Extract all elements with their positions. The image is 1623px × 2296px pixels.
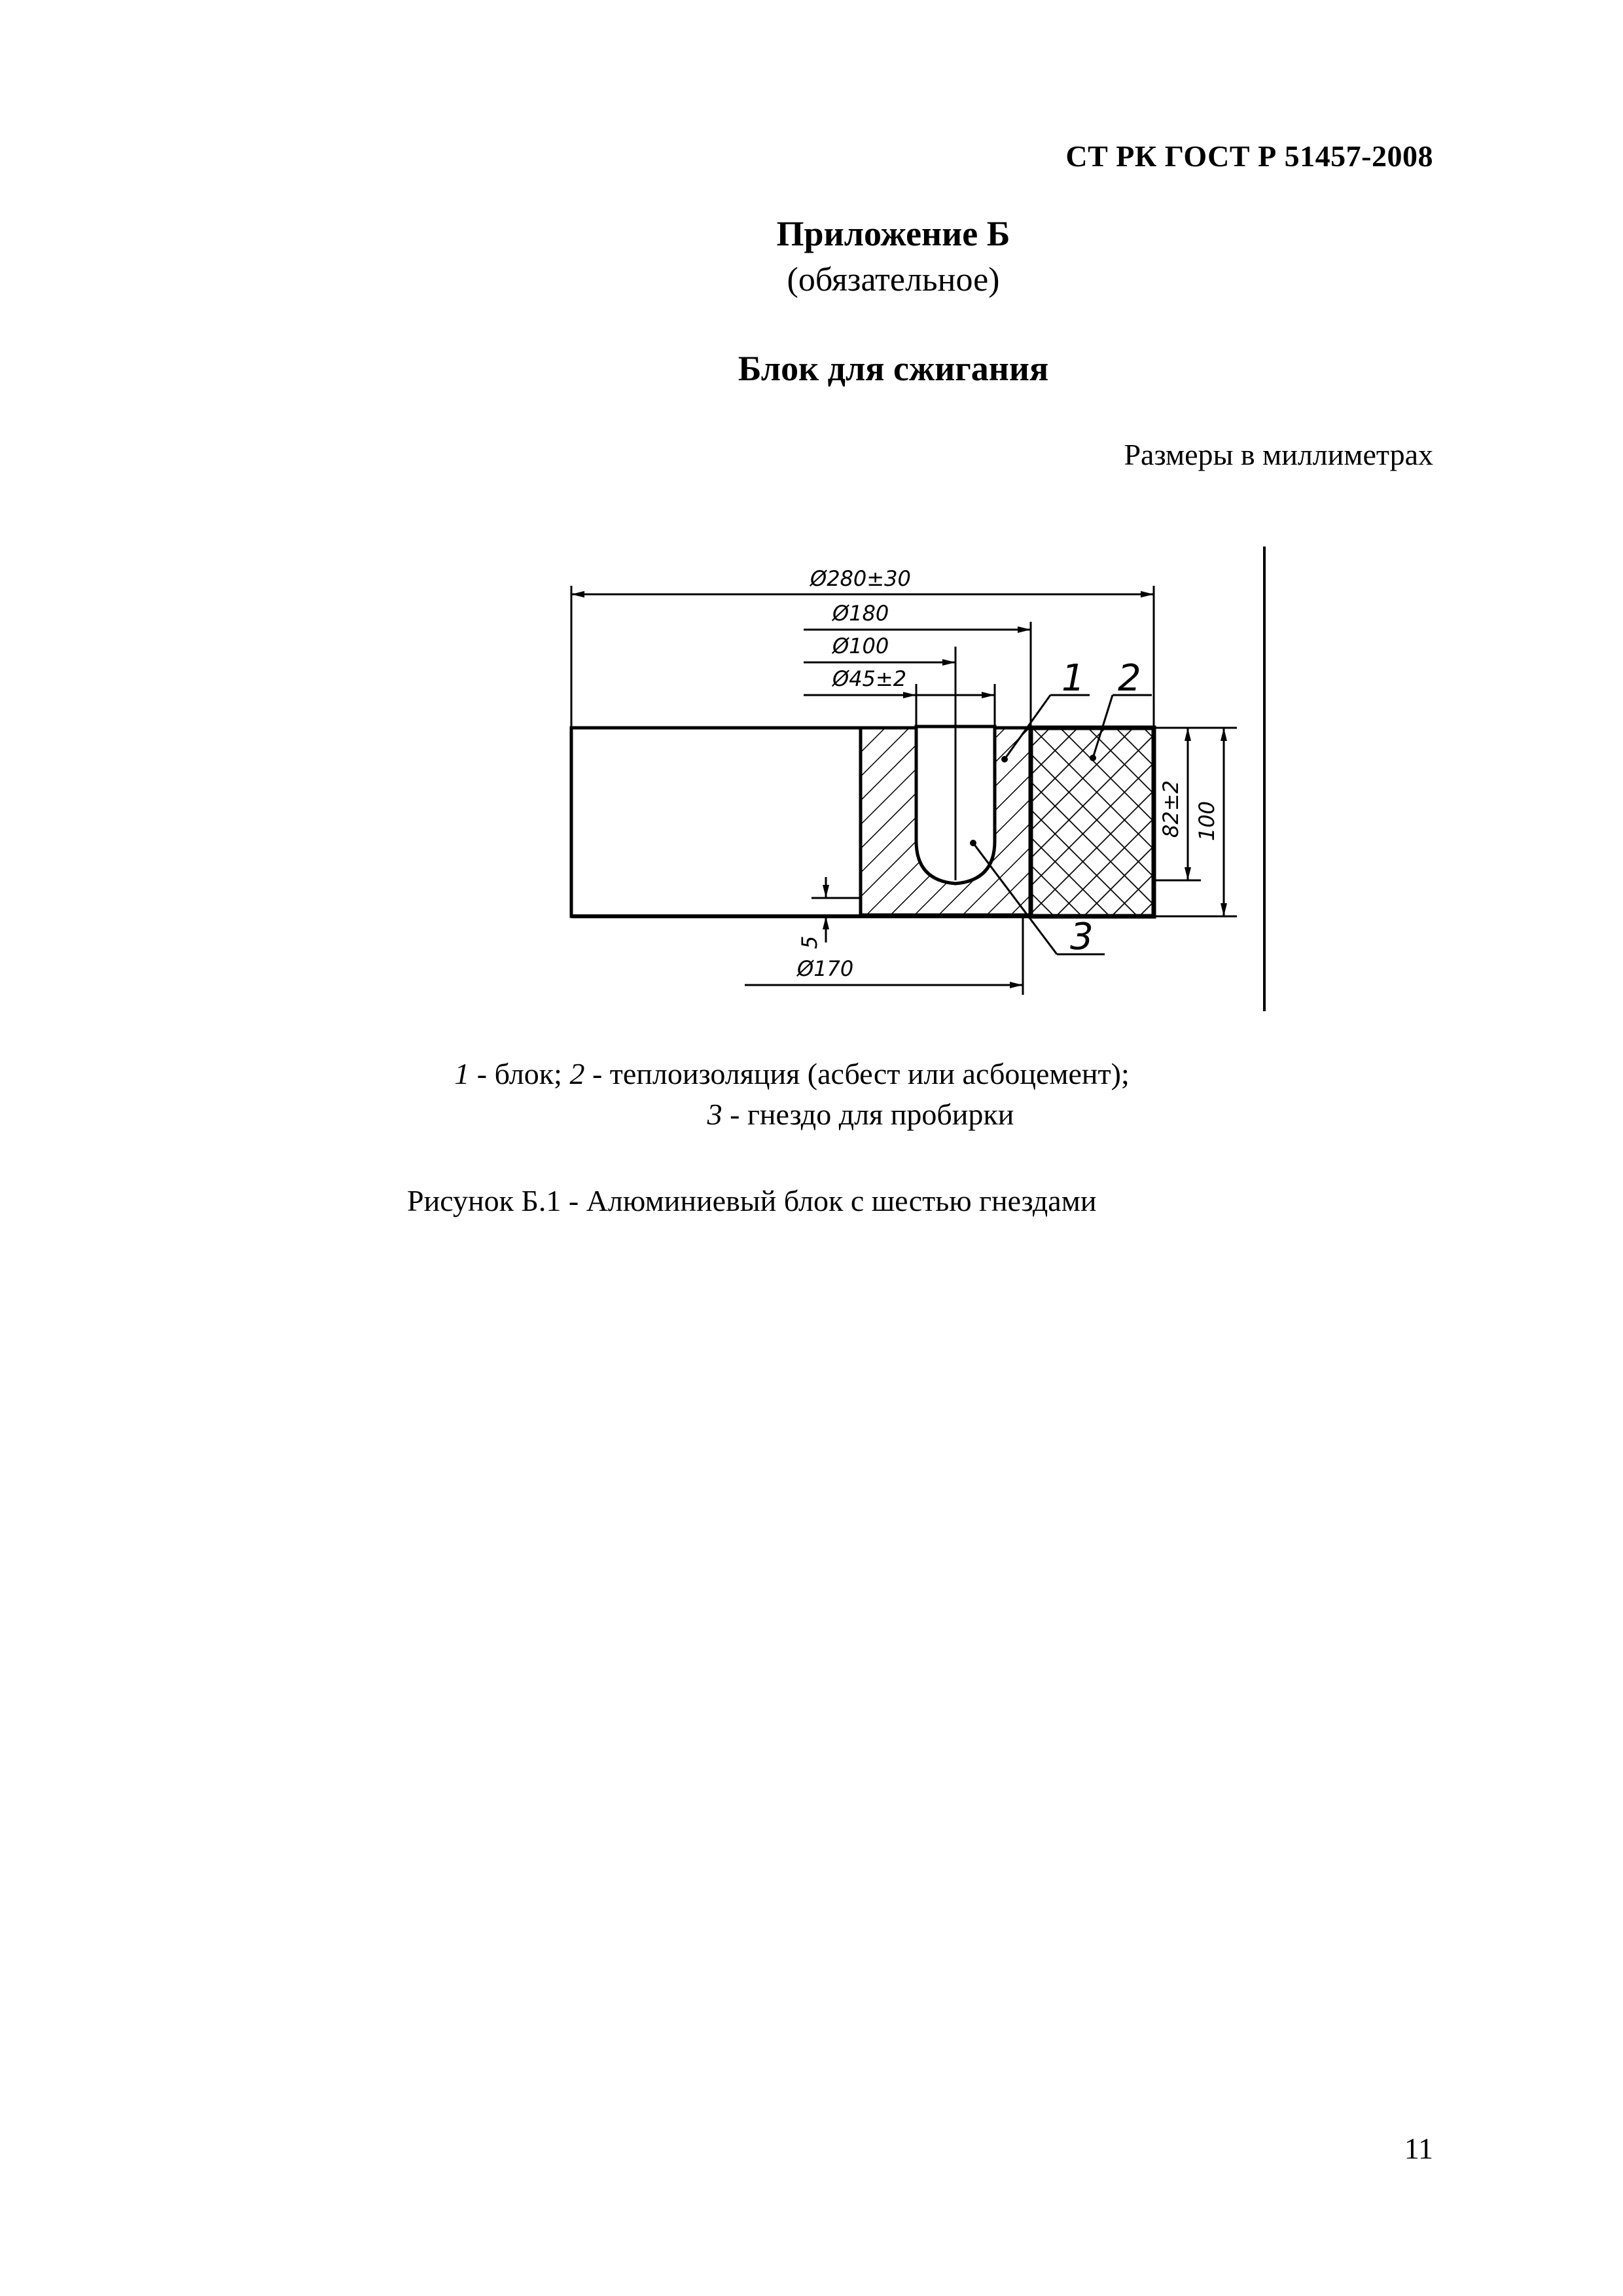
figure-caption: Рисунок Б.1 - Алюминиевый блок с шестью гнездами (407, 1184, 1097, 1217)
legend-line-1 (0, 1056, 1623, 1091)
dim-label-d45: Ø45±2 (832, 666, 907, 691)
position-label-2: 2 (1118, 657, 1141, 700)
dim-label-d280: Ø280±30 (810, 566, 911, 591)
legend-line-2 (0, 1097, 1623, 1132)
legend-text-1: - блок; (469, 1057, 570, 1090)
page-number: 11 (1404, 2132, 1433, 2165)
legend-num-3: 3 (707, 1098, 722, 1131)
dim-label-d100: Ø100 (832, 634, 889, 658)
legend-num-2: 2 (569, 1057, 585, 1090)
appendix-status: (обязательное) (787, 261, 1000, 298)
legend-num-1: 1 (454, 1057, 470, 1090)
document-code: СТ РК ГОСТ Р 51457-2008 (1065, 139, 1433, 173)
dim-label-h5: 5 (797, 935, 822, 949)
position-label-3: 3 (1070, 916, 1094, 958)
dim-label-d170: Ø170 (797, 956, 854, 981)
leader-dot-3 (970, 840, 976, 846)
legend-text-2: - теплоизоляция (асбест или асбоцемент); (584, 1057, 1130, 1090)
units-note: Размеры в миллиметрах (1124, 438, 1433, 471)
leader-dot-1 (1001, 756, 1008, 762)
dim-label-h82: 82±2 (1158, 780, 1183, 838)
position-label-1: 1 (1061, 657, 1085, 700)
dim-label-d180: Ø180 (832, 601, 889, 626)
appendix-title: Приложение Б (776, 214, 1010, 253)
section-title: Блок для сжигания (738, 349, 1049, 388)
legend-text-3: - гнездо для пробирки (722, 1098, 1014, 1131)
leader-dot-2 (1090, 755, 1096, 761)
dim-label-h100: 100 (1194, 800, 1219, 841)
